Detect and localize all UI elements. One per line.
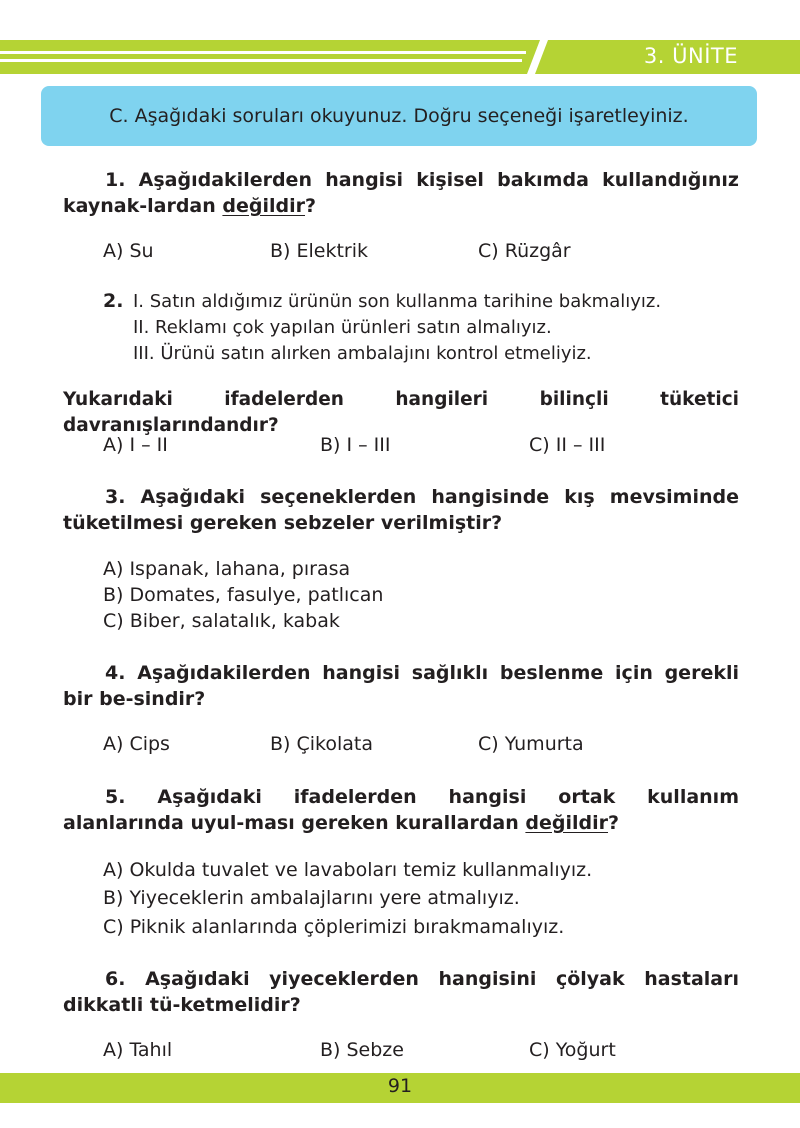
- question-6: [63, 966, 739, 1018]
- question-number: 6.: [105, 968, 126, 990]
- option-c[interactable]: C) II – III: [529, 434, 606, 456]
- question-number: 4.: [105, 662, 126, 684]
- question-text: Aşağıdaki yiyeceklerden hangisini çölyak hastaları dikkatli tü-ketmelidir?: [63, 968, 739, 1016]
- option-a[interactable]: A) Cips: [103, 733, 170, 755]
- option-a[interactable]: A) I – II: [103, 434, 168, 456]
- option-a[interactable]: A) Tahıl: [103, 1039, 173, 1061]
- option-b[interactable]: B) I – III: [320, 434, 391, 456]
- question-text: Aşağıdakilerden hangisi sağlıklı beslenme için gerekli bir be-sindir?: [63, 662, 739, 710]
- question-1: [63, 167, 739, 219]
- option-c[interactable]: C) Biber, salatalık, kabak: [103, 610, 340, 632]
- question-text: Aşağıdaki seçeneklerden hangisinde kış mevsiminde tüketilmesi gereken sebzeler verilmiştir?: [63, 486, 739, 534]
- option-a[interactable]: A) Okulda tuvalet ve lavaboları temiz kullanmalıyız.: [103, 859, 593, 881]
- option-b[interactable]: B) Çikolata: [270, 733, 373, 755]
- instruction-text: C. Aşağıdaki soruları okuyunuz. Doğru seçeneği işaretleyiniz.: [109, 105, 689, 127]
- option-c[interactable]: C) Yumurta: [478, 733, 584, 755]
- question-number: 3.: [105, 486, 126, 508]
- emphasis: değildir: [222, 195, 306, 217]
- question-5: [63, 784, 739, 836]
- emphasis: değildir: [525, 812, 609, 834]
- page-number: 91: [387, 1075, 413, 1097]
- statement-1: I. Satın aldığımız ürünün son kullanma tarihine bakmalıyız.: [133, 291, 662, 312]
- option-a[interactable]: A) Ispanak, lahana, pırasa: [103, 558, 351, 580]
- option-b[interactable]: B) Sebze: [320, 1039, 404, 1061]
- option-b[interactable]: B) Yiyeceklerin ambalajlarını yere atmalıyız.: [103, 887, 520, 909]
- question-text: Aşağıdakilerden hangisi kişisel bakımda kullandığınız kaynak-lardan: [63, 169, 739, 217]
- option-a[interactable]: A) Su: [103, 240, 154, 262]
- question-number: 2.: [103, 290, 124, 312]
- option-b[interactable]: B) Elektrik: [270, 240, 369, 262]
- question-text: Aşağıdaki ifadelerden hangisi ortak kullanım alanlarında uyul-ması gereken kurallardan: [63, 786, 739, 834]
- question-4: [63, 660, 739, 712]
- question-number: 1.: [105, 169, 126, 191]
- option-b[interactable]: B) Domates, fasulye, patlıcan: [103, 584, 384, 606]
- statement-2: II. Reklamı çok yapılan ürünleri satın almalıyız.: [133, 317, 552, 338]
- option-c[interactable]: C) Yoğurt: [529, 1039, 616, 1061]
- option-c[interactable]: C) Rüzgâr: [478, 240, 571, 262]
- instruction-box: [41, 86, 757, 146]
- question-number: 5.: [105, 786, 126, 808]
- unit-label: 3. ÜNİTE: [643, 44, 738, 68]
- question-mark: ?: [608, 812, 620, 834]
- question-2-text: Yukarıdaki ifadelerden hangileri bilinçli tüketici davranışlarındandır?: [63, 389, 739, 436]
- statement-3: III. Ürünü satın alırken ambalajını kontrol etmeliyiz.: [133, 343, 592, 364]
- option-c[interactable]: C) Piknik alanlarında çöplerimizi bırakmamalıyız.: [103, 916, 565, 938]
- question-3: [63, 484, 739, 536]
- question-mark: ?: [305, 195, 317, 217]
